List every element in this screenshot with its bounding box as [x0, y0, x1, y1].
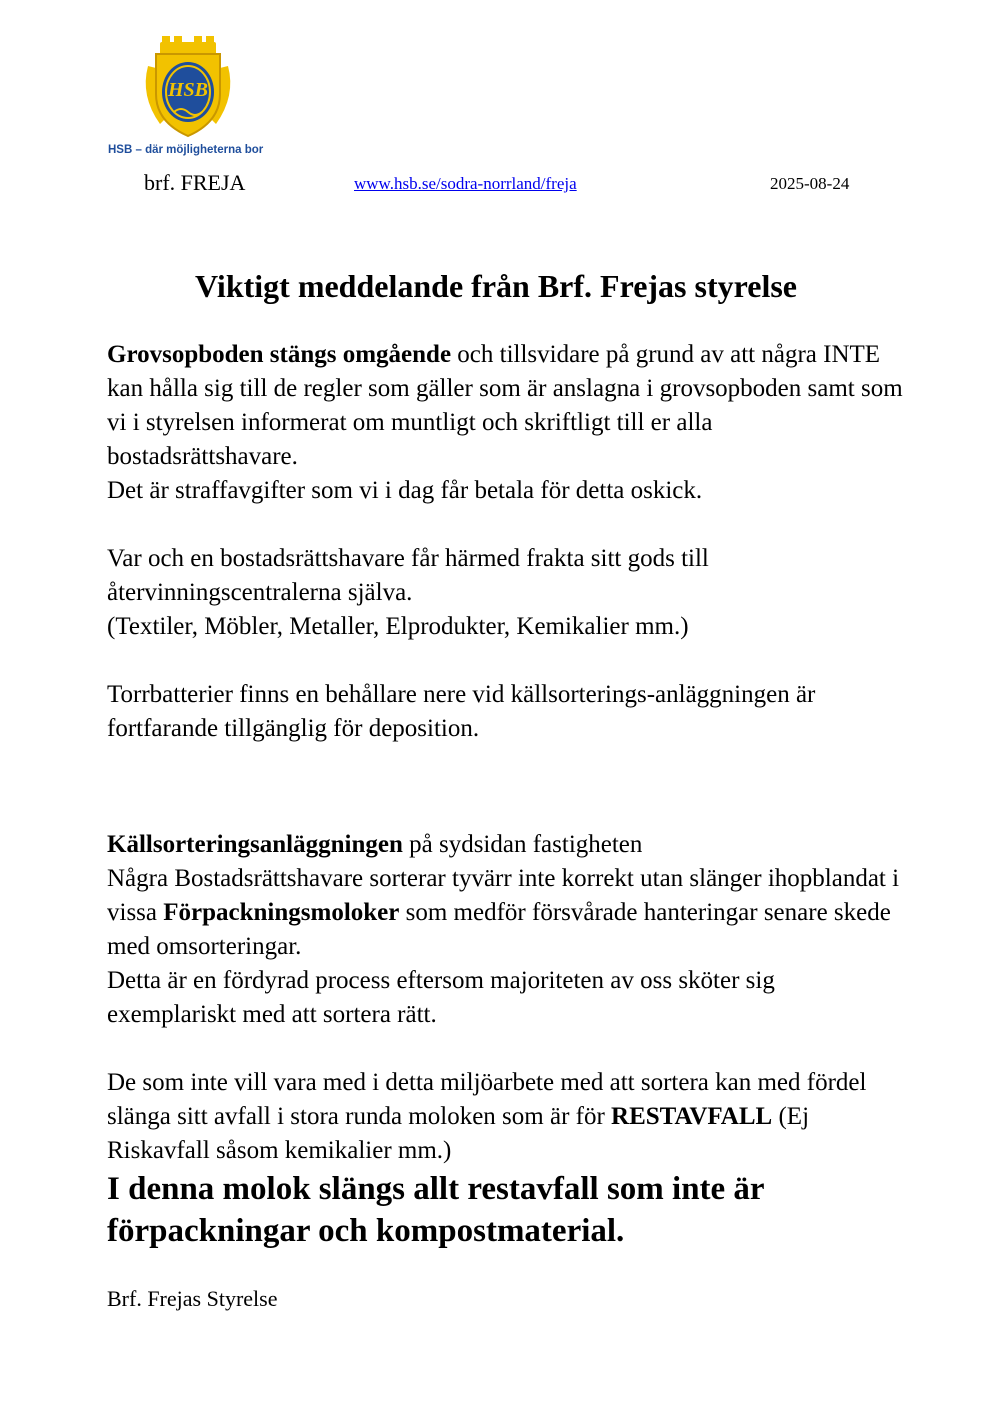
signature: Brf. Frejas Styrelse [107, 1286, 278, 1311]
paragraph-items: (Textiler, Möbler, Metaller, Elprodukter, Kemikalier mm.) [107, 613, 689, 640]
logo-tagline: HSB – där möjligheterna bor [108, 144, 264, 156]
paragraph-sorterar: Några Bostadsrättshavare sorterar tyvärr inte korrekt utan slänger ihopblandat i vissa Förpackningsmoloker som medför försvårade hanteringar senare skede med omsorteringar. [107, 865, 900, 960]
page-title: Viktigt meddelande från Brf. Frejas styrelse [195, 268, 797, 304]
association-name: brf. FREJA [144, 170, 246, 195]
paragraph-frakta: Var och en bostadsrättshavare får härmed frakta sitt gods till återvinningscentralerna själva. [107, 545, 709, 606]
paragraph-fordyrad: Detta är en fördyrad process eftersom majoriteten av oss sköter sig exemplariskt med att sortera rätt. [107, 967, 775, 1028]
website-link[interactable]: www.hsb.se/sodra-norrland/freja [354, 174, 577, 193]
paragraph-straffavgift: Det är straffavgifter som vi i dag får betala för detta oskick. [107, 477, 703, 504]
hsb-logo [108, 36, 278, 160]
hsb-emblem-icon [138, 36, 238, 142]
document-date: 2025-08-24 [770, 174, 850, 193]
paragraph-restavfall: De som inte vill vara med i detta miljöarbete med att sortera kan med fördel slänga sitt avfall i stora runda moloken som är för RESTAVFALL (Ej Riskavfall såsom kemikalier mm.) [107, 1069, 867, 1164]
paragraph-molok-emphasis: I denna molok slängs allt restavfall som inte är förpackningar och kompostmaterial. [107, 1171, 764, 1249]
paragraph-kallsortering: Källsorteringsanläggningen på sydsidan fastigheten [107, 831, 643, 858]
paragraph-grovsop: Grovsopboden stängs omgående och tillsvidare på grund av att några INTE kan hålla sig till de regler som gäller som är anslagna i grovsopboden samt som vi i styrelsen informerat om muntligt och skriftligt till er alla bostadsrättshavare. [107, 341, 903, 470]
notice-body [107, 338, 907, 1252]
logo-monogram: HSB [167, 79, 209, 101]
paragraph-batterier: Torrbatterier finns en behållare nere vid källsorterings-anläggningen är fortfarande tillgänglig för deposition. [107, 681, 816, 742]
